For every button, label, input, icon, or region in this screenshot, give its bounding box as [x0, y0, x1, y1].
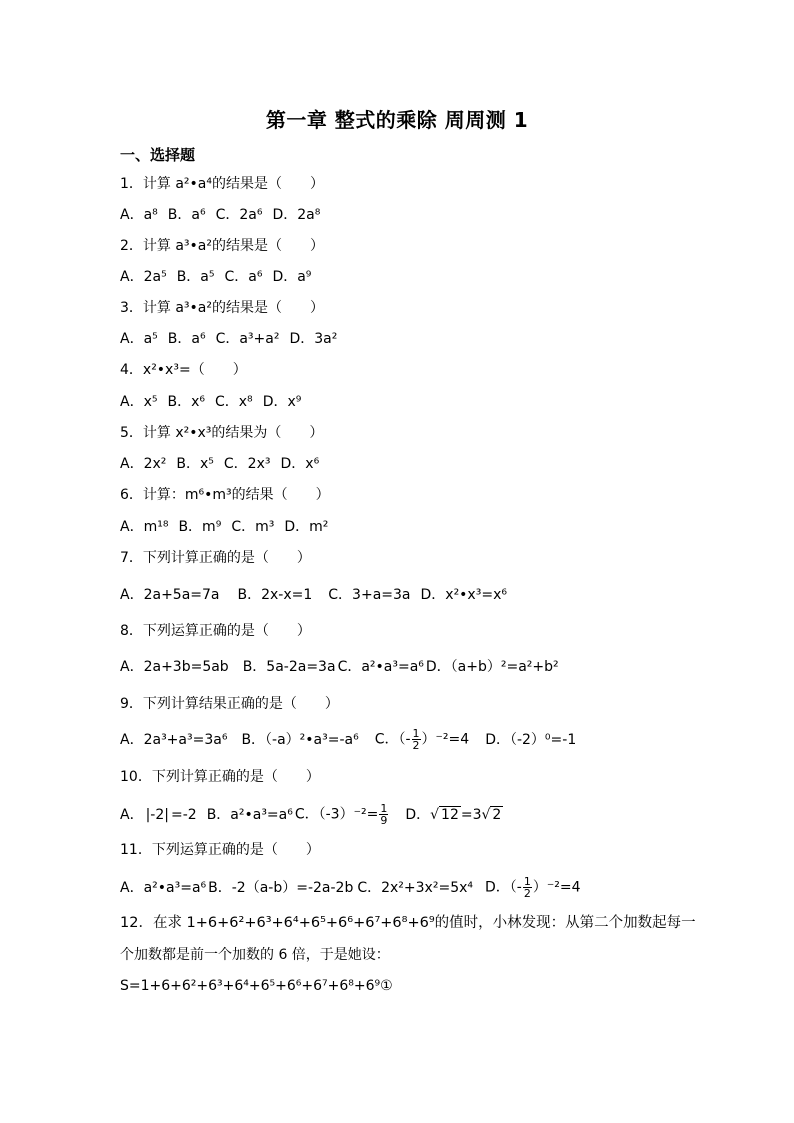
option-b: B．m⁹ [178, 519, 222, 535]
option-a: A．a²•a³=a⁶ [120, 879, 207, 896]
option-b: B．a⁶ [167, 331, 206, 347]
question-10-stem: 10．下列计算正确的是（ ） [120, 769, 320, 785]
sqrt-symbol: √ 12 [430, 806, 459, 823]
option-c: C．2x³ [223, 456, 271, 472]
option-b: B．-2（a-b）=-2a-2b [208, 879, 354, 896]
question-5-options [120, 454, 329, 474]
option-c: C．2x²+3x²=5x⁴ [357, 879, 473, 896]
option-d: D．3a² [289, 331, 338, 347]
option-c: C．m³ [231, 519, 275, 535]
question-3-options [120, 329, 347, 349]
option-a: A．2x² [120, 456, 167, 472]
option-d: D．√ 12 =3√ 2 [405, 806, 502, 823]
option-d: D．x⁶ [280, 456, 320, 472]
question-8-stem: 8．下列运算正确的是（ ） [120, 623, 311, 639]
option-a: A．2a⁵ [120, 269, 167, 285]
question-2-stem: 2．计算 a³•a²的结果是（ ） [120, 238, 324, 254]
option-b: B．5a-2a=3a [242, 659, 336, 675]
option-c: C．a⁶ [224, 269, 263, 285]
question-9-stem: 9．下列计算结果正确的是（ ） [120, 696, 339, 712]
question-6-options [120, 517, 338, 537]
question-12-line-3: S=1+6+6²+6³+6⁴+6⁵+6⁶+6⁷+6⁸+6⁹① [120, 978, 393, 994]
option-a: A．a⁵ [120, 331, 158, 347]
fraction: $\frac{1}{2}$ [412, 727, 420, 752]
question-7-options [120, 585, 517, 605]
fraction: $\frac{1}{2}$ [523, 875, 531, 900]
option-d: D．m² [284, 519, 329, 535]
question-5-stem: 5．计算 x²•x³的结果为（ ） [120, 425, 324, 441]
option-a: A．m¹⁸ [120, 519, 169, 535]
option-b: B．a⁵ [176, 269, 215, 285]
option-a: A．2a³+a³=3a⁶ [120, 731, 228, 748]
option-c: C．a³+a² [215, 331, 280, 347]
question-12-line-2: 个加数都是前一个加数的 6 倍，于是她设： [120, 947, 390, 963]
option-d: D．a⁹ [272, 269, 312, 285]
question-4-options [120, 392, 311, 412]
option-d: D．x²•x³=x⁶ [420, 587, 507, 603]
sqrt-symbol: √ 2 [481, 806, 502, 823]
absolute-value: |-2| [145, 806, 169, 823]
option-b: B．x⁵ [176, 456, 214, 472]
option-c: C．（- $\frac{1}{2}$ ）⁻²=4 [374, 727, 470, 752]
option-a: A．a⁸ [120, 207, 158, 223]
fraction: $\frac{1}{9}$ [380, 802, 388, 827]
option-b: B．a²•a³=a⁶ [206, 806, 293, 823]
option-b: B．2x-x=1 [237, 587, 313, 603]
option-d: D．（- $\frac{1}{2}$ ）⁻²=4 [485, 875, 581, 900]
question-7-stem: 7．下列计算正确的是（ ） [120, 550, 311, 566]
question-12-line-1: 12．在求 1+6+6²+6³+6⁴+6⁵+6⁶+6⁷+6⁸+6⁹的值时，小林发现：从第二个加数起每一 [120, 915, 696, 931]
question-1-options [120, 205, 330, 225]
option-c: C．（-3）⁻²= $\frac{1}{9}$ [294, 802, 388, 827]
option-d: D．2a⁸ [272, 207, 321, 223]
question-6-stem: 6．计算：m⁶•m³的结果（ ） [120, 487, 330, 503]
option-d: D．x⁹ [262, 394, 302, 410]
option-c: C．2a⁶ [215, 207, 263, 223]
option-b: B．a⁶ [167, 207, 206, 223]
question-9-options [120, 728, 586, 751]
option-c: C．x⁸ [215, 394, 253, 410]
section-heading: 一、选择题 [120, 146, 196, 164]
question-4-stem: 4．x²•x³=（ ） [120, 362, 247, 378]
question-8-options [120, 657, 569, 677]
question-10-options [120, 803, 513, 826]
option-a: A．2a+3b=5ab [120, 659, 229, 675]
option-c: C．3+a=3a [328, 587, 411, 603]
option-a: A．x⁵ [120, 394, 158, 410]
page-title: 第一章 整式的乘除 周周测 1 [265, 108, 529, 132]
option-b: B．（-a）²•a³=-a⁶ [241, 731, 359, 748]
option-b: B．x⁶ [167, 394, 205, 410]
option-a: A．2a+5a=7a [120, 587, 220, 603]
question-2-options [120, 267, 321, 287]
question-1-stem: 1．计算 a²•a⁴的结果是（ ） [120, 176, 324, 192]
option-d: D．（a+b）²=a²+b² [425, 659, 559, 675]
option-d: D．（-2）⁰=-1 [485, 731, 577, 748]
question-11-stem: 11．下列运算正确的是（ ） [120, 842, 320, 858]
question-11-options [120, 876, 590, 899]
option-a: A． |-2| =-2 [120, 806, 197, 823]
question-3-stem: 3．计算 a³•a²的结果是（ ） [120, 300, 324, 316]
option-c: C．a²•a³=a⁶ [337, 659, 424, 675]
